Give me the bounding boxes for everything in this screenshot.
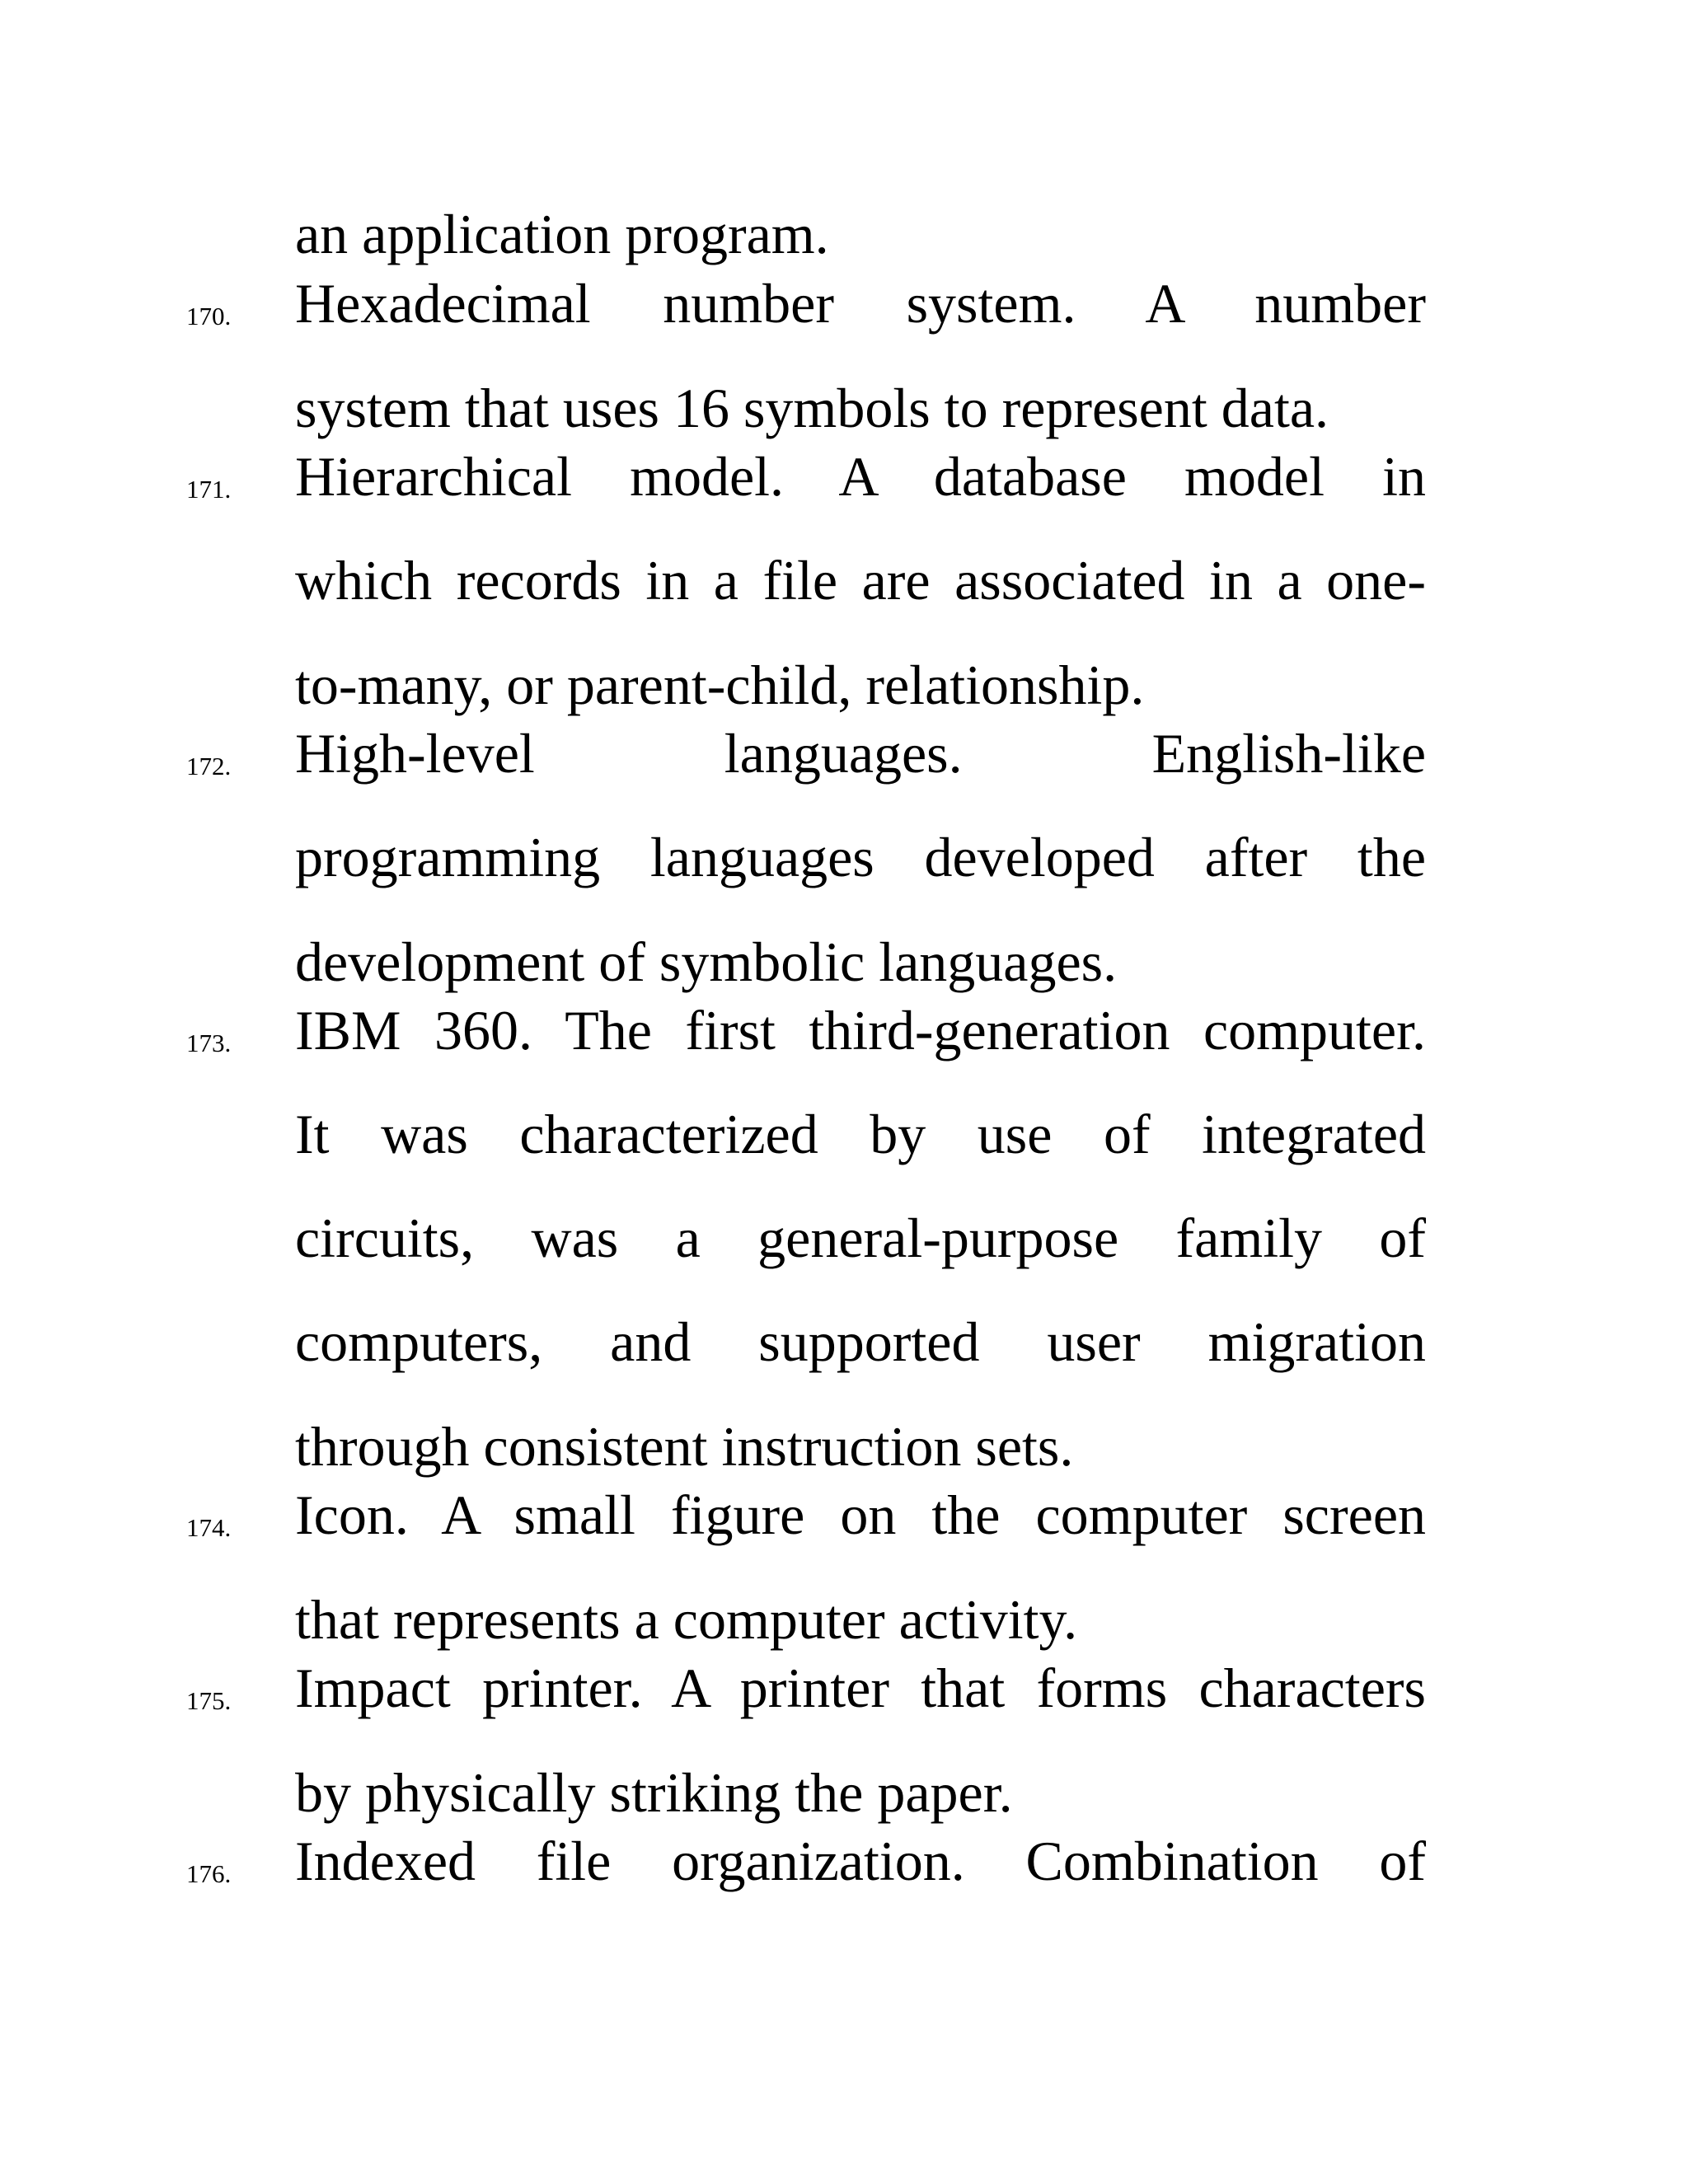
- glossary-text-line: Hexadecimal number system. A number: [295, 272, 1426, 335]
- glossary-text-line: to-many, or parent-child, relationship.: [295, 654, 1145, 716]
- glossary-text-line: development of symbolic languages.: [295, 930, 1118, 993]
- entry-number: 176.: [186, 1859, 232, 1888]
- glossary-text-line: circuits, was a general-purpose family of: [295, 1207, 1426, 1269]
- glossary-text-line: Impact printer. A printer that forms characters: [295, 1657, 1426, 1719]
- glossary-text-line: High-level languages. English-like: [295, 722, 1426, 785]
- entry-number: 170.: [186, 302, 232, 330]
- entry-number: 173.: [186, 1029, 232, 1057]
- glossary-text-line: system that uses 16 symbols to represent data.: [295, 377, 1329, 439]
- glossary-text-line: IBM 360. The first third-generation computer.: [295, 999, 1426, 1062]
- entry-number: 175.: [186, 1686, 232, 1715]
- glossary-text-line: Indexed file organization. Combination of: [295, 1830, 1426, 1892]
- glossary-text-line: through consistent instruction sets.: [295, 1415, 1074, 1478]
- glossary-text-line: an application program.: [295, 203, 829, 265]
- glossary-text-line: It was characterized by use of integrated: [295, 1103, 1426, 1165]
- glossary-text-line: by physically striking the paper.: [295, 1761, 1013, 1824]
- glossary-text-line: Hierarchical model. A database model in: [295, 445, 1426, 508]
- entry-number: 174.: [186, 1513, 232, 1542]
- glossary-text-line: Icon. A small figure on the computer screen: [295, 1483, 1426, 1546]
- glossary-text-line: programming languages developed after the: [295, 826, 1426, 888]
- entry-number: 171.: [186, 475, 232, 504]
- glossary-text-line: that represents a computer activity.: [295, 1588, 1078, 1651]
- glossary-text-line: which records in a file are associated in a one-: [295, 549, 1426, 612]
- entry-number: 172.: [186, 752, 232, 780]
- glossary-text-line: computers, and supported user migration: [295, 1310, 1426, 1373]
